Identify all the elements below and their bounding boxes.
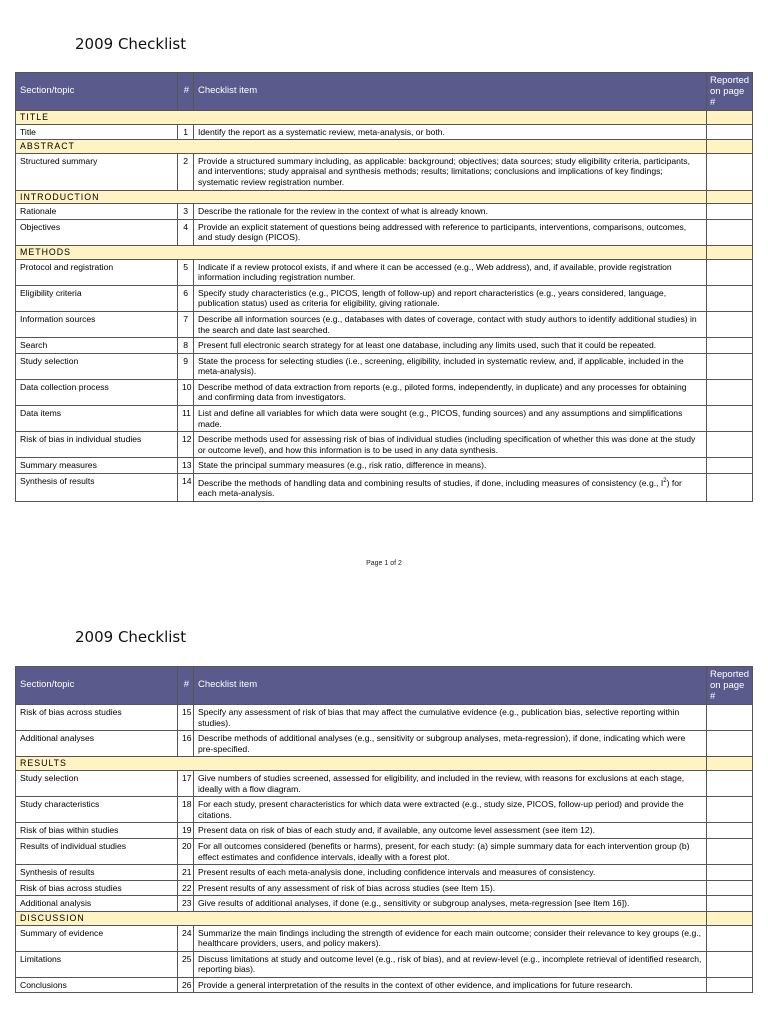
number-cell: 23 — [178, 896, 194, 912]
topic-cell: Information sources — [16, 311, 178, 337]
item-cell: Provide a general interpretation of the results in the context of other evidence, and implications for future research. — [194, 977, 707, 993]
table-row — [16, 823, 753, 839]
reported-cell[interactable] — [707, 823, 753, 839]
table-row — [16, 432, 753, 458]
topic-cell: Search — [16, 338, 178, 354]
item-cell: Describe method of data extraction from reports (e.g., piloted forms, independently, in duplicate) and any processes for obtaining and confirming data from investigators. — [194, 379, 707, 405]
number-cell: 19 — [178, 823, 194, 839]
item-cell: Discuss limitations at study and outcome level (e.g., risk of bias), and at review-level (e.g., incomplete retrieval of identified research, reporting bias). — [194, 951, 707, 977]
number-cell: 3 — [178, 204, 194, 220]
topic-cell: Study characteristics — [16, 797, 178, 823]
item-cell: Describe all information sources (e.g., databases with dates of coverage, contact with study authors to identify additional studies) in the search and date last searched. — [194, 311, 707, 337]
number-cell: 17 — [178, 770, 194, 796]
topic-cell: Additional analyses — [16, 731, 178, 757]
section-row-results — [16, 757, 753, 771]
topic-cell: Additional analysis — [16, 896, 178, 912]
section-row-discussion — [16, 911, 753, 925]
number-cell: 9 — [178, 353, 194, 379]
section-row-abstract — [16, 140, 753, 154]
reported-cell[interactable] — [707, 259, 753, 285]
reported-cell[interactable] — [707, 896, 753, 912]
number-cell: 14 — [178, 474, 194, 502]
table-row — [16, 705, 753, 731]
topic-cell: Risk of bias across studies — [16, 705, 178, 731]
number-cell: 6 — [178, 285, 194, 311]
header-reported-on-page: Reported on page # — [707, 667, 753, 705]
number-cell: 24 — [178, 925, 194, 951]
header-reported-on-page: Reported on page # — [707, 73, 753, 111]
table-row — [16, 977, 753, 993]
item-cell: Specify any assessment of risk of bias that may affect the cumulative evidence (e.g., publication bias, selective reporting within studies). — [194, 705, 707, 731]
section-row-introduction — [16, 190, 753, 204]
topic-cell: Protocol and registration — [16, 259, 178, 285]
item-cell: Present data on risk of bias of each study and, if available, any outcome level assessment (see item 12). — [194, 823, 707, 839]
page-title: 2009 Checklist — [75, 35, 187, 53]
number-cell: 13 — [178, 458, 194, 474]
topic-cell: Conclusions — [16, 977, 178, 993]
reported-cell[interactable] — [707, 379, 753, 405]
superscript: 2 — [663, 478, 667, 485]
table-header-row — [16, 73, 753, 111]
topic-cell: Limitations — [16, 951, 178, 977]
topic-cell: Study selection — [16, 353, 178, 379]
item-cell: For each study, present characteristics for which data were extracted (e.g., study size, PICOS, follow-up period) and provide the citations. — [194, 797, 707, 823]
table-row — [16, 406, 753, 432]
section-label: ABSTRACT — [16, 140, 707, 154]
item-cell: Identify the report as a systematic review, meta-analysis, or both. — [194, 124, 707, 140]
topic-cell: Risk of bias across studies — [16, 880, 178, 896]
reported-cell — [707, 245, 753, 259]
header-checklist-item: Checklist item — [194, 73, 707, 111]
topic-cell: Rationale — [16, 204, 178, 220]
item-cell: Describe methods of additional analyses (e.g., sensitivity or subgroup analyses, meta-regression), if done, indicating which were pre-specified. — [194, 731, 707, 757]
table-row — [16, 770, 753, 796]
page-title: 2009 Checklist — [75, 628, 187, 646]
table-header-row — [16, 667, 753, 705]
item-cell: Provide a structured summary including, as applicable: background; objectives; data sources; study eligibility criteria, participants, and interventions; study appraisal and synthesis methods; results; limitations; conclusions and implications of key findings; systematic review registration number. — [194, 153, 707, 190]
table-row — [16, 379, 753, 405]
item-cell: List and define all variables for which data were sought (e.g., PICOS, funding sources) and any assumptions and simplifications made. — [194, 406, 707, 432]
checklist-table-page-2 — [15, 666, 753, 993]
reported-cell — [707, 190, 753, 204]
item-cell: State the principal summary measures (e.g., risk ratio, difference in means). — [194, 458, 707, 474]
table-row — [16, 259, 753, 285]
number-cell: 22 — [178, 880, 194, 896]
table-row — [16, 124, 753, 140]
item-cell: State the process for selecting studies (i.e., screening, eligibility, included in systematic review, and, if applicable, included in the meta-analysis). — [194, 353, 707, 379]
number-cell: 26 — [178, 977, 194, 993]
section-label: INTRODUCTION — [16, 190, 707, 204]
number-cell: 25 — [178, 951, 194, 977]
reported-cell[interactable] — [707, 406, 753, 432]
topic-cell: Structured summary — [16, 153, 178, 190]
reported-cell[interactable] — [707, 219, 753, 245]
topic-cell: Summary measures — [16, 458, 178, 474]
reported-cell[interactable] — [707, 204, 753, 220]
number-cell: 18 — [178, 797, 194, 823]
table-row — [16, 204, 753, 220]
table-row — [16, 458, 753, 474]
section-label: TITLE — [16, 111, 707, 125]
topic-cell: Study selection — [16, 770, 178, 796]
topic-cell: Data collection process — [16, 379, 178, 405]
number-cell: 11 — [178, 406, 194, 432]
item-text: Describe the methods of handling data and combining results of studies, if done, including measures of consistency (e.g., I — [198, 477, 664, 488]
table-row — [16, 311, 753, 337]
reported-cell[interactable] — [707, 770, 753, 796]
topic-cell: Risk of bias in individual studies — [16, 432, 178, 458]
reported-cell — [707, 140, 753, 154]
reported-cell[interactable] — [707, 311, 753, 337]
reported-cell[interactable] — [707, 153, 753, 190]
section-row-title — [16, 111, 753, 125]
reported-cell[interactable] — [707, 338, 753, 354]
reported-cell[interactable] — [707, 880, 753, 896]
section-label: METHODS — [16, 245, 707, 259]
table-row — [16, 731, 753, 757]
topic-cell: Results of individual studies — [16, 838, 178, 864]
number-cell: 8 — [178, 338, 194, 354]
table-row — [16, 896, 753, 912]
item-cell: Indicate if a review protocol exists, if and where it can be accessed (e.g., Web address), and, if available, provide registration information including registration number. — [194, 259, 707, 285]
reported-cell[interactable] — [707, 797, 753, 823]
header-checklist-item: Checklist item — [194, 667, 707, 705]
table-row — [16, 880, 753, 896]
reported-cell[interactable] — [707, 865, 753, 881]
item-cell: Give numbers of studies screened, assessed for eligibility, and included in the review, with reasons for exclusions at each stage, ideally with a flow diagram. — [194, 770, 707, 796]
topic-cell: Eligibility criteria — [16, 285, 178, 311]
item-cell: For all outcomes considered (benefits or harms), present, for each study: (a) simple summary data for each intervention group (b) effect estimates and confidence intervals, ideally with a forest plot. — [194, 838, 707, 864]
number-cell: 7 — [178, 311, 194, 337]
header-section-topic: Section/topic — [16, 73, 178, 111]
table-row — [16, 474, 753, 502]
table-row — [16, 865, 753, 881]
number-cell: 21 — [178, 865, 194, 881]
reported-cell[interactable] — [707, 432, 753, 458]
table-row — [16, 353, 753, 379]
number-cell: 15 — [178, 705, 194, 731]
reported-cell — [707, 911, 753, 925]
reported-cell[interactable] — [707, 474, 753, 502]
item-cell: Present results of any assessment of risk of bias across studies (see Item 15). — [194, 880, 707, 896]
reported-cell[interactable] — [707, 977, 753, 993]
number-cell: 2 — [178, 153, 194, 190]
table-row — [16, 219, 753, 245]
reported-cell[interactable] — [707, 838, 753, 864]
number-cell: 12 — [178, 432, 194, 458]
topic-cell: Synthesis of results — [16, 474, 178, 502]
header-section-topic: Section/topic — [16, 667, 178, 705]
table-row — [16, 925, 753, 951]
section-label: RESULTS — [16, 757, 707, 771]
table-row — [16, 951, 753, 977]
item-cell — [194, 474, 707, 502]
number-cell: 4 — [178, 219, 194, 245]
number-cell: 1 — [178, 124, 194, 140]
section-label: DISCUSSION — [16, 911, 707, 925]
reported-cell[interactable] — [707, 925, 753, 951]
reported-cell[interactable] — [707, 731, 753, 757]
item-cell: Present full electronic search strategy for at least one database, including any limits used, such that it could be repeated. — [194, 338, 707, 354]
table-row — [16, 838, 753, 864]
topic-cell: Data items — [16, 406, 178, 432]
checklist-table-page-1 — [15, 72, 753, 502]
header-number: # — [178, 73, 194, 111]
table-row — [16, 797, 753, 823]
item-cell: Describe methods used for assessing risk of bias of individual studies (including specification of whether this was done at the study or outcome level), and how this information is to be used in any data synthesis. — [194, 432, 707, 458]
number-cell: 5 — [178, 259, 194, 285]
reported-cell[interactable] — [707, 285, 753, 311]
table-row — [16, 153, 753, 190]
number-cell: 16 — [178, 731, 194, 757]
topic-cell: Synthesis of results — [16, 865, 178, 881]
topic-cell: Title — [16, 124, 178, 140]
item-cell: Provide an explicit statement of questions being addressed with reference to participants, interventions, comparisons, outcomes, and study design (PICOS). — [194, 219, 707, 245]
item-cell: Give results of additional analyses, if done (e.g., sensitivity or subgroup analyses, meta-regression [see Item 16]). — [194, 896, 707, 912]
reported-cell — [707, 111, 753, 125]
section-row-methods — [16, 245, 753, 259]
item-cell: Present results of each meta-analysis done, including confidence intervals and measures of consistency. — [194, 865, 707, 881]
reported-cell[interactable] — [707, 124, 753, 140]
number-cell: 10 — [178, 379, 194, 405]
table-row — [16, 285, 753, 311]
item-cell: Describe the rationale for the review in the context of what is already known. — [194, 204, 707, 220]
topic-cell: Objectives — [16, 219, 178, 245]
topic-cell: Summary of evidence — [16, 925, 178, 951]
header-number: # — [178, 667, 194, 705]
item-text-end: ) for each meta-analysis. — [198, 477, 682, 499]
reported-cell[interactable] — [707, 705, 753, 731]
reported-cell[interactable] — [707, 458, 753, 474]
item-cell: Summarize the main findings including the strength of evidence for each main outcome; consider their relevance to key groups (e.g., healthcare providers, users, and policy makers). — [194, 925, 707, 951]
topic-cell: Risk of bias within studies — [16, 823, 178, 839]
number-cell: 20 — [178, 838, 194, 864]
reported-cell — [707, 757, 753, 771]
page-footer: Page 1 of 2 — [366, 560, 402, 567]
item-cell: Specify study characteristics (e.g., PICOS, length of follow-up) and report characteristics (e.g., years considered, language, publication status) used as criteria for eligibility, giving rationale. — [194, 285, 707, 311]
reported-cell[interactable] — [707, 353, 753, 379]
table-row — [16, 338, 753, 354]
reported-cell[interactable] — [707, 951, 753, 977]
